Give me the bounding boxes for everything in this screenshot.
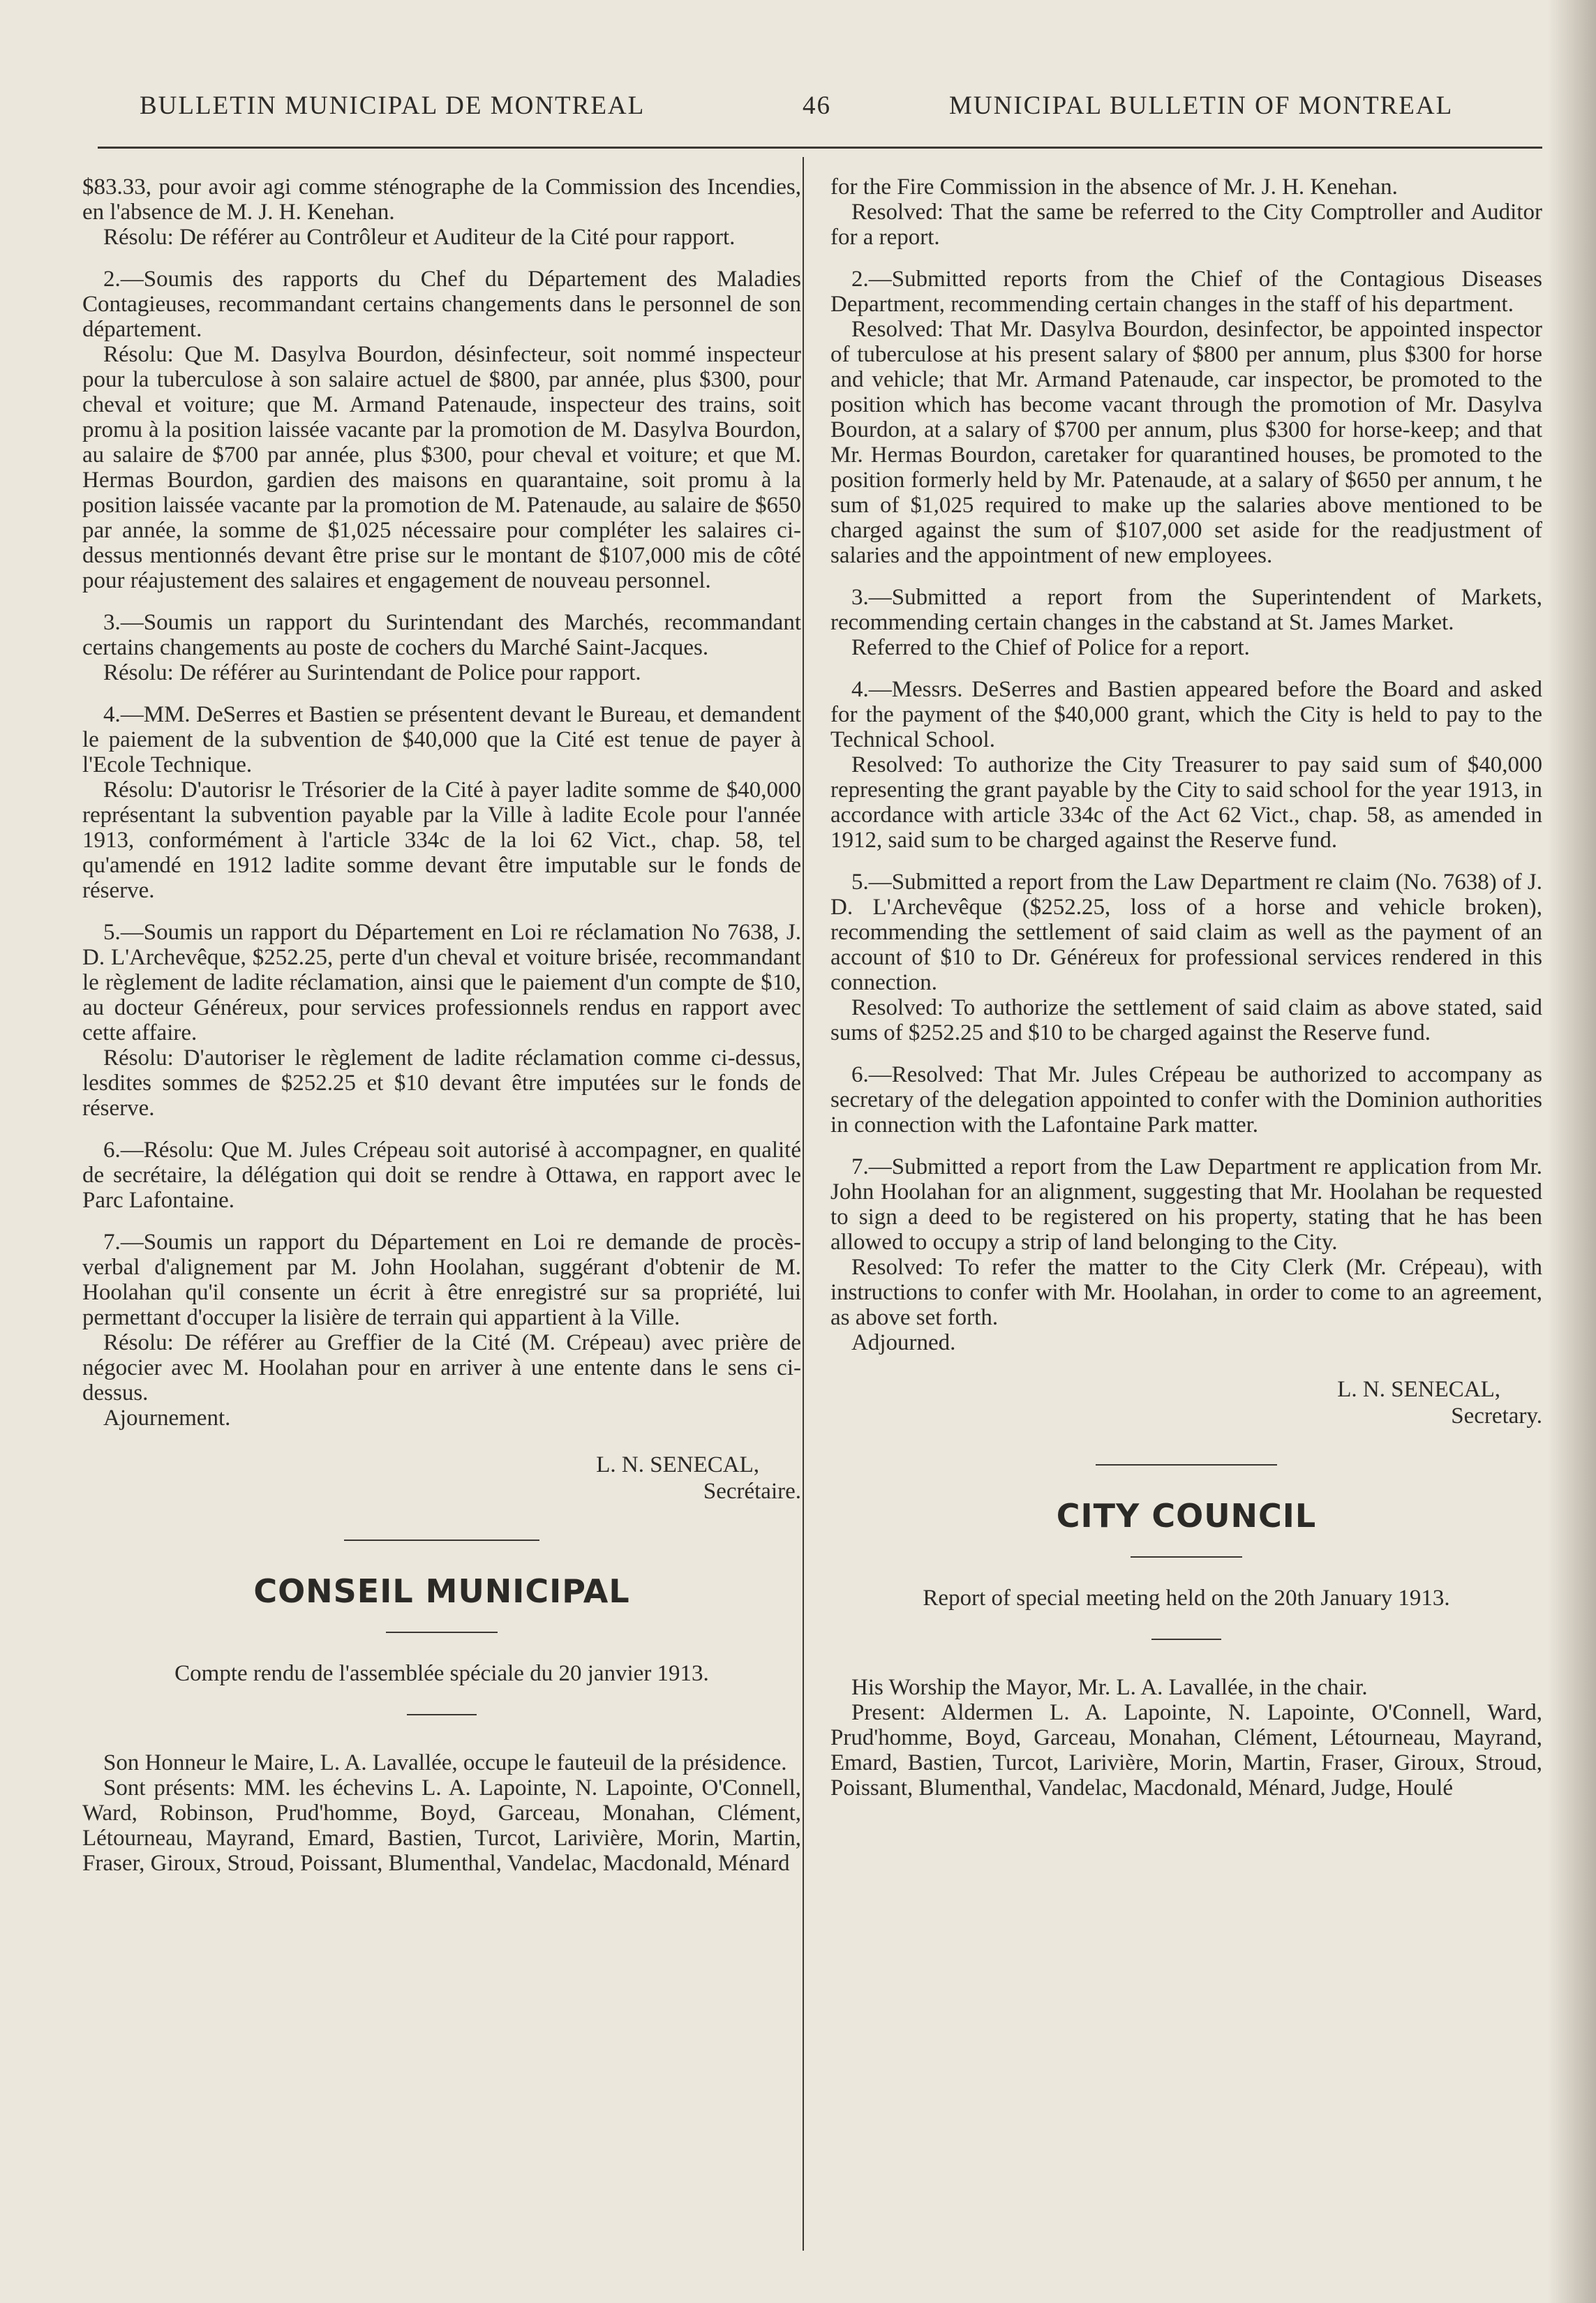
fr-item-1-resolution: Résolu: De référer au Contrôleur et Auditeur de la Cité pour rapport.: [103, 225, 736, 250]
fr-subtitle-rule: [407, 1714, 477, 1715]
page-edge-shadow: [1547, 0, 1596, 2303]
en-item-3: 3.—Submitted a report from the Superintendent of Markets, recommending certain changes in the cabstand at St. James Market.: [830, 585, 1542, 635]
en-section-rule: [1096, 1464, 1277, 1466]
en-item-7-resolution: Resolved: To refer the matter to the City Clerk (Mr. Crépeau), with instructions to confer with Mr. Hoolahan, in order to come to an agreement, as above set forth.: [830, 1255, 1542, 1330]
fr-item-7: 7.—Soumis un rapport du Département en Loi re demande de procès-verbal d'alignement par M. John Hoolahan, suggérant d'obtenir de M. Hoolahan qu'il consente un écrit à être enregistré sur sa propriété, lui permettant d'occuper la lisière de terrain qui appartient à la Ville.: [82, 1230, 801, 1330]
en-chair: His Worship the Mayor, Mr. L. A. Lavallée, in the chair.: [851, 1675, 1368, 1700]
fr-present: Sont présents: MM. les échevins L. A. Lapointe, N. Lapointe, O'Connell, Ward, Robinson, Prud'homme, Boyd, Garceau, Monahan, Clément, Létourneau, Mayrand, Emard, Bastien, Turcot, Larivière, Morin, Martin, Fraser, Giroux, Stroud, Poissant, Blumenthal, Vandelac, Macdonald, Ménard: [82, 1775, 801, 1876]
en-item-2-resolution: Resolved: That Mr. Dasylva Bourdon, desinfector, be appointed inspector of tuberculose at his present salary of $800 per annum, plus $300 for horse and vehicle; that Mr. Armand Patenaude, car inspector, be promoted to the position which has become vacant through the promotion of Mr. Dasylva Bourdon, at a salary of $700 per annum, plus $300 for horse-keep; and that Mr. Hermas Bourdon, caretaker for quarantined houses, be promoted to the position formerly held by Mr. Patenaude, at a salary of $650 per annum, t he sum of $1,025 required to make up the salaries above mentioned to be charged against the sum of $107,000 set aside for the readjustment of salaries and the appointment of new employees.: [830, 317, 1542, 568]
en-item-4: 4.—Messrs. DeSerres and Bastien appeared before the Board and asked for the payment of the $40,000 grant, which the City is held to pay to the Technical School.: [830, 677, 1542, 752]
header-english-title: MUNICIPAL BULLETIN OF MONTREAL: [949, 91, 1454, 120]
en-item-3-resolution: Referred to the Chief of Police for a report.: [851, 635, 1250, 660]
fr-item-2: 2.—Soumis des rapports du Chef du Département des Maladies Contagieuses, recommandant certains changements dans le personnel de son département.: [82, 267, 801, 342]
en-present: Present: Aldermen L. A. Lapointe, N. Lapointe, O'Connell, Ward, Prud'homme, Boyd, Garceau, Monahan, Clément, Létourneau, Mayrand, Emard, Bastien, Turcot, Larivière, Morin, Martin, Fraser, Giroux, Stroud, Poissant, Blumenthal, Vandelac, Macdonald, Ménard, Judge, Houlé: [830, 1700, 1542, 1801]
fr-signature: [82, 1452, 801, 1505]
column-divider: [803, 157, 804, 2251]
en-item-4-resolution: Resolved: To authorize the City Treasurer to pay said sum of $40,000 representing the grant payable by the City to said school for the year 1913, in accordance with article 334c of the Act 62 Vict., chap. 58, as amended in 1912, said sum to be charged against the Reserve fund.: [830, 752, 1542, 853]
fr-item-1: $83.33, pour avoir agi comme sténographe de la Commission des Incendies, en l'absence de M. J. H. Kenehan.: [82, 174, 801, 225]
fr-item-6: 6.—Résolu: Que M. Jules Crépeau soit autorisé à accompagner, en qualité de secrétaire, la délégation qui doit se rendre à Ottawa, en rapport avec le Parc Lafontaine.: [82, 1138, 801, 1213]
fr-item-5-resolution: Résolu: D'autoriser le règlement de ladite réclamation comme ci-dessus, lesdites sommes de $252.25 et $10 devant être imputées sur le fonds de réserve.: [82, 1045, 801, 1121]
en-signature-name: L. N. SENECAL,: [1337, 1377, 1500, 1402]
en-item-2: 2.—Submitted reports from the Chief of the Contagious Diseases Department, recommending certain changes in the staff of his department.: [830, 267, 1542, 317]
en-item-1: for the Fire Commission in the absence of Mr. J. H. Kenehan.: [830, 174, 1398, 200]
fr-chair: Son Honneur le Maire, L. A. Lavallée, occupe le fauteuil de la présidence.: [103, 1750, 787, 1775]
en-item-1-resolution: Resolved: That the same be referred to the City Comptroller and Auditor for a report.: [830, 200, 1542, 250]
fr-adjournment: Ajournement.: [103, 1406, 231, 1431]
fr-item-5: 5.—Soumis un rapport du Département en Loi re réclamation No 7638, J. D. L'Archevêque, $252.25, perte d'un cheval et voiture brisée, recommandant le règlement de ladite réclamation, ainsi que le paiement d'un compte de $10, au docteur Généreux, pour services professionnels rendus en rapport avec cette affaire.: [82, 920, 801, 1045]
en-subtitle-rule: [1151, 1639, 1221, 1640]
fr-item-3: 3.—Soumis un rapport du Surintendant des Marchés, recommandant certains changements au poste de cochers du Marché Saint-Jacques.: [82, 610, 801, 660]
fr-signature-role: Secrétaire.: [703, 1479, 801, 1504]
en-item-5: 5.—Submitted a report from the Law Department re claim (No. 7638) of J. D. L'Archevêque ($252.25, loss of a horse and vehicle broken), recommending the settlement of said claim as well as the payment of an account of $10 to Dr. Généreux for professional services rendered in this connection.: [830, 870, 1542, 995]
page-header: [0, 91, 1596, 133]
header-rule: [98, 147, 1542, 149]
page-number: 46: [803, 91, 831, 120]
fr-item-4: 4.—MM. DeSerres et Bastien se présentent devant le Bureau, et demandent le paiement de la subvention de $40,000 que la Cité est tenue de payer à l'Ecole Technique.: [82, 702, 801, 777]
en-item-5-resolution: Resolved: To authorize the settlement of said claim as above stated, said sums of $252.25 and $10 to be charged against the Reserve fund.: [830, 995, 1542, 1045]
fr-report-title: Compte rendu de l'assemblée spéciale du 20 janvier 1913.: [174, 1661, 709, 1686]
fr-item-4-resolution: Résolu: D'autorisr le Trésorier de la Cité à payer ladite somme de $40,000 représentant la subvention payable par la Ville à ladite Ecole pour l'année 1913, conformément à l'article 334c de la loi 62 Vict., chap. 58, tel qu'amendé en 1912 ladite somme devant être imputable sur le fonds de réserve.: [82, 777, 801, 903]
en-signature: [830, 1376, 1542, 1429]
en-signature-role: Secretary.: [1451, 1403, 1542, 1429]
fr-council-title: CONSEIL MUNICIPAL: [253, 1572, 630, 1610]
en-title-rule: [1131, 1556, 1242, 1558]
fr-item-3-resolution: Résolu: De référer au Surintendant de Police pour rapport.: [103, 660, 641, 685]
en-item-7: 7.—Submitted a report from the Law Department re application from Mr. John Hoolahan for an alignment, suggesting that Mr. Hoolahan be requested to sign a deed to be registered on his property, stating that he has been allowed to occupy a strip of land belonging to the City.: [830, 1154, 1542, 1255]
en-council-title: CITY COUNCIL: [1056, 1497, 1317, 1535]
en-item-6: 6.—Resolved: That Mr. Jules Crépeau be authorized to accompany as secretary of the delegation appointed to confer with the Dominion authorities in connection with the Lafontaine Park matter.: [830, 1062, 1542, 1138]
en-report-title: Report of special meeting held on the 20th January 1913.: [923, 1586, 1450, 1611]
fr-item-7-resolution: Résolu: De référer au Greffier de la Cité (M. Crépeau) avec prière de négocier avec M. Hoolahan pour en arriver à une entente dans le sens ci-dessus.: [82, 1330, 801, 1406]
fr-signature-name: L. N. SENECAL,: [596, 1452, 759, 1477]
en-adjournment: Adjourned.: [851, 1330, 956, 1355]
fr-item-2-resolution: Résolu: Que M. Dasylva Bourdon, désinfecteur, soit nommé inspecteur pour la tuberculose à son salaire actuel de $800, par année, plus $300, pour cheval et voiture; que M. Armand Patenaude, inspecteur des trains, soit promu à la position laissée vacante par la promotion de M. Dasylva Bourdon, au salaire de $700 par année, plus $300, pour cheval et voiture; et que M. Hermas Bourdon, gardien des maisons en quarantaine, soit promu à la position laissée vacante par la promotion de M. Patenaude, au salaire de $650 par année, la somme de $1,025 nécessaire pour compléter les salaires ci-dessus mentionnés devant être prise sur le montant de $107,000 mis de côté pour réajustement des salaires et engagement de nouveau personnel.: [82, 342, 801, 593]
english-column: [830, 174, 1542, 1801]
fr-section-rule: [344, 1540, 539, 1541]
french-column: [82, 174, 801, 1876]
header-french-title: BULLETIN MUNICIPAL DE MONTREAL: [140, 91, 646, 120]
fr-title-rule: [386, 1632, 498, 1633]
